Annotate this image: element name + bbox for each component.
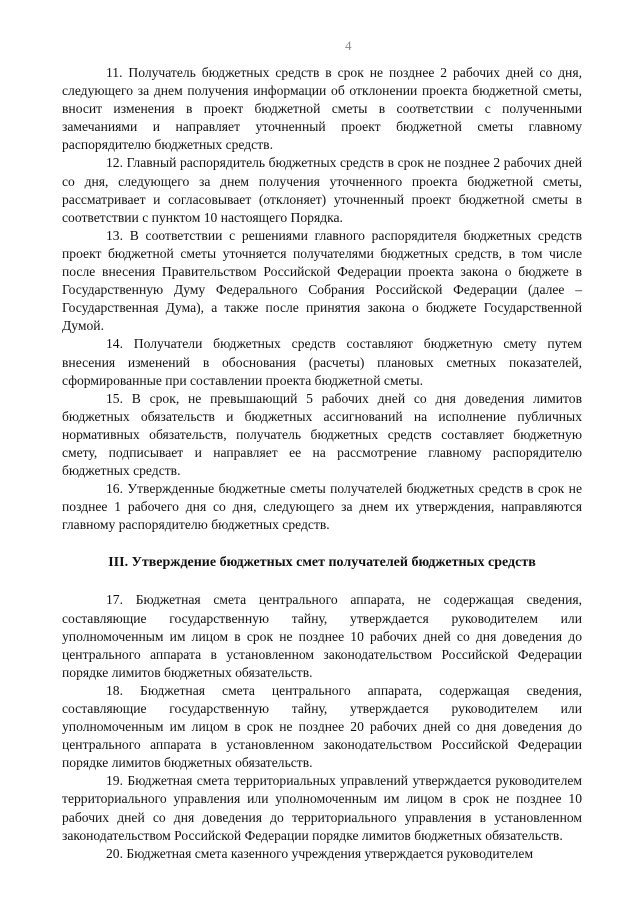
page-number: 4 [345,38,352,53]
paragraph-13: 13. В соответствии с решениями главного распорядителя бюджетных средств проект бюджетной сметы уточняется получателями бюджетных средств, в том числе после внесения Правительством Российской Федерации проекта закона о бюджете в Государственную Думу Федерального Собрания Российской Федерации (далее – Государственная Дума), а также после принятия закона о бюджете Государственной Думой. [62,227,582,334]
paragraph-17: 17. Бюджетная смета центрального аппарата, не содержащая сведения, составляющие государственную тайну, утверждается руководителем или уполномоченным им лицом в срок не позднее 10 рабочих дней со дня доведения до центрального аппарата в установленном законодательством Российской Федерации порядке лимитов бюджетных обязательств. [62,592,582,680]
paragraph-20: 20. Бюджетная смета казенного учреждения утверждается руководителем [106,845,534,861]
section-heading: III. Утверждение бюджетных смет получателей бюджетных средств [108,555,536,571]
paragraph-16: 16. Утвержденные бюджетные сметы получателей бюджетных средств в срок не позднее 1 рабочего дня со дня, следующего за днем их утверждения, направляются главному распорядителю бюджетных средств. [62,481,582,533]
paragraph-19: 19. Бюджетная смета территориальных управлений утверждается руководителем территориального управления или уполномоченным им лицом в срок не позднее 10 рабочих дней со дня доведения до территориального управления в установленном законодательством Российской Федерации порядке лимитов бюджетных обязательств. [62,773,582,843]
document-body [62,64,582,863]
paragraph-12: 12. Главный распорядитель бюджетных средств в срок не позднее 2 рабочих дней со дня, следующего за днем получения уточненного проекта бюджетной сметы, рассматривает и согласовывает (отклоняет) уточненный проект бюджетной сметы в соответствии с пунктом 10 настоящего Порядка. [62,155,582,225]
paragraph-18: 18. Бюджетная смета центрального аппарата, содержащая сведения, составляющие государственную тайну, утверждается руководителем или уполномоченным им лицом в срок не позднее 20 рабочих дней со дня доведения до центрального аппарата в установленном законодательством Российской Федерации порядке лимитов бюджетных обязательств. [62,682,582,771]
paragraph-15: 15. В срок, не превышающий 5 рабочих дней со дня доведения лимитов бюджетных обязательств и бюджетных ассигнований на исполнение публичных нормативных обязательств, получатель бюджетных средств составляет бюджетную смету, подписывает и направляет ее на рассмотрение главному распорядителю бюджетных средств. [62,390,582,479]
paragraph-11: 11. Получатель бюджетных средств в срок не позднее 2 рабочих дней со дня, следующего за днем получения информации об отклонении проекта бюджетной сметы, вносит изменения в проект бюджетной сметы в соответствии с полученными замечаниями и направляет уточненный проект бюджетной сметы главному распорядителю бюджетных средств. [62,65,582,153]
paragraph-14: 14. Получатели бюджетных средств составляют бюджетную смету путем внесения изменений в обоснования (расчеты) плановых сметных показателей, сформированные при составлении проекта бюджетной сметы. [62,336,582,388]
